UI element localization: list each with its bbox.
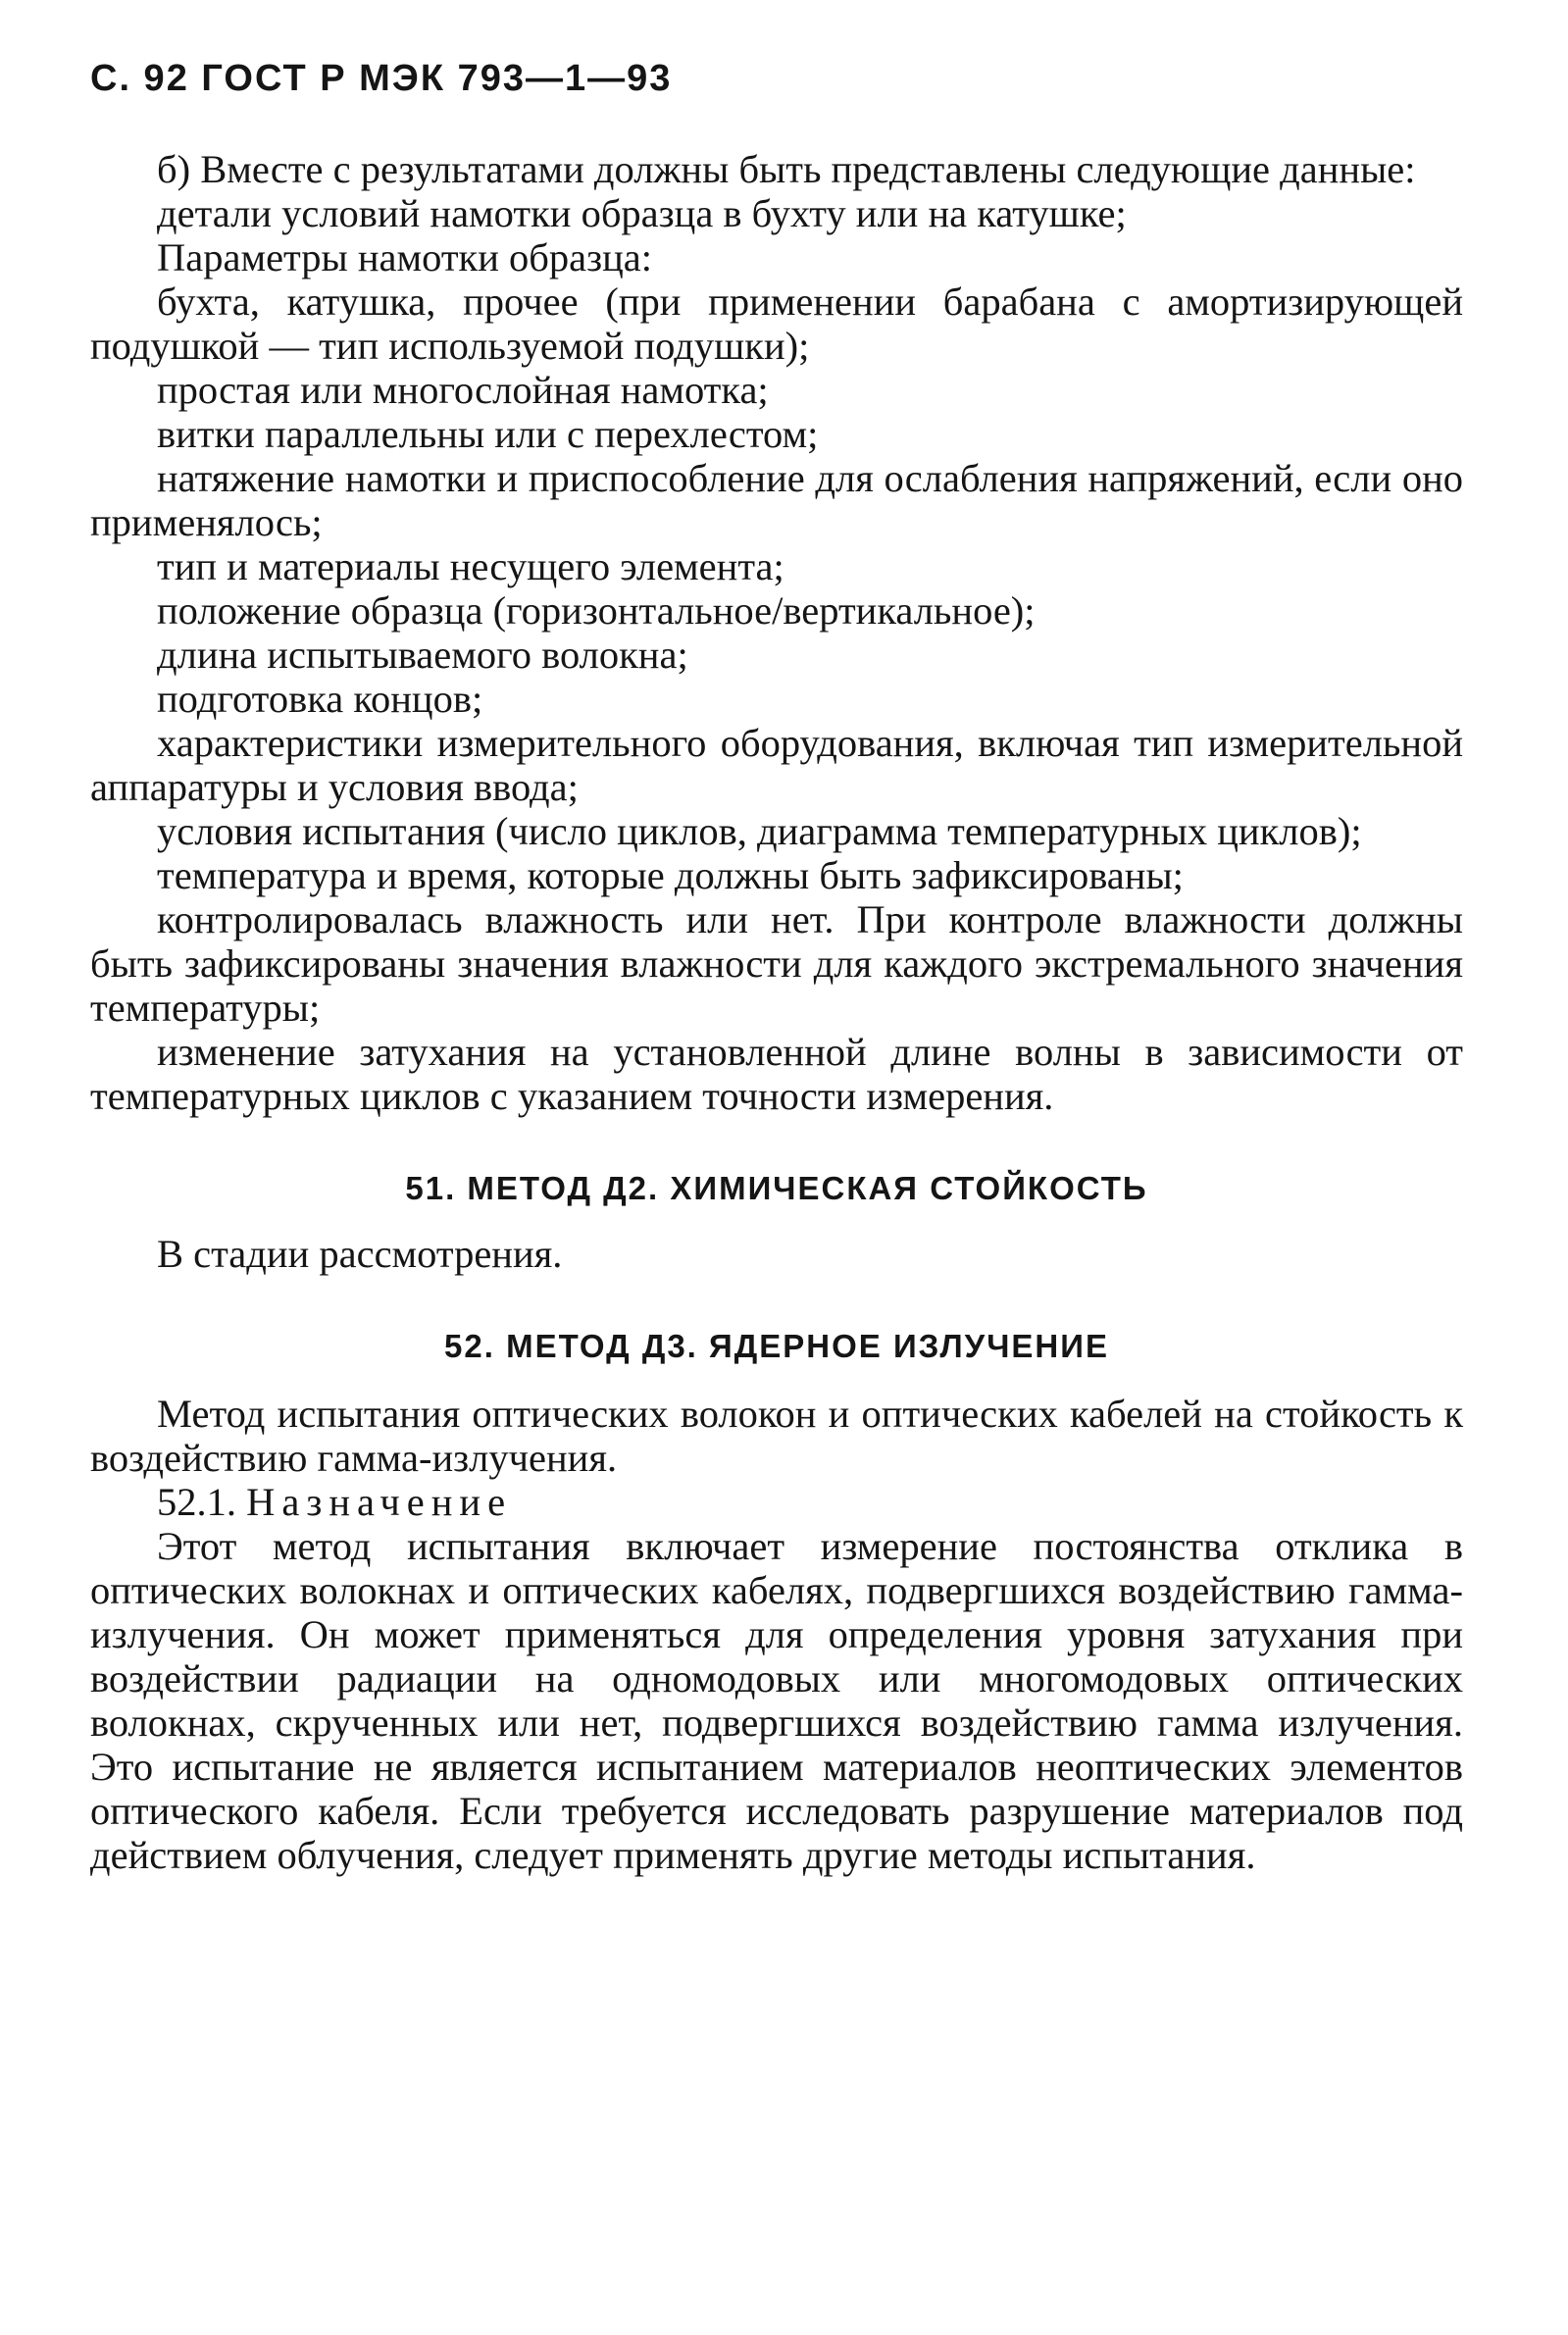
list-item: характеристики измерительного оборудования, включая тип измерительной аппаратуры и условия ввода; [90, 721, 1463, 809]
list-item: температура и время, которые должны быть зафиксированы; [157, 853, 1184, 897]
list-item: детали условий намотки образца в бухту или на катушке; [157, 191, 1127, 235]
list-item: длина испытываемого волокна; [157, 633, 688, 677]
list-item: контролировалась влажность или нет. При контроле влажности должны быть зафиксированы значения влажности для каждого экстремального значения температуры; [90, 897, 1463, 1030]
list-item: условия испытания (число циклов, диаграмма температурных циклов); [157, 809, 1362, 853]
list-item: изменение затухания на установленной длине волны в зависимости от температурных циклов с указанием точности измерения. [90, 1030, 1463, 1118]
list-item: витки параллельны или с перехлестом; [157, 412, 819, 456]
subsection-52-1-heading [90, 1480, 1463, 1524]
subsection-number: 52.1. [157, 1480, 236, 1524]
list-item: положение образца (горизонтальное/вертикальное); [157, 588, 1036, 633]
document-page [90, 57, 1463, 1877]
section-51-heading: 51. МЕТОД Д2. ХИМИЧЕСКАЯ СТОЙКОСТЬ [405, 1170, 1148, 1206]
running-head: С. 92 ГОСТ Р МЭК 793—1—93 [90, 58, 673, 99]
subsection-title: Назначение [246, 1480, 513, 1524]
section-51-text: В стадии рассмотрения. [157, 1232, 563, 1276]
list-item: тип и материалы несущего элемента; [157, 544, 784, 588]
section-52-lead: Метод испытания оптических волокон и оптических кабелей на стойкость к воздействию гамма-излучения. [90, 1392, 1463, 1480]
list-item: Параметры намотки образца: [157, 235, 652, 279]
list-item: натяжение намотки и приспособление для ослабления напряжений, если оно применялось; [90, 456, 1463, 544]
list-item: простая или многослойная намотка; [157, 368, 769, 412]
section-52-heading: 52. МЕТОД Д3. ЯДЕРНОЕ ИЗЛУЧЕНИЕ [444, 1328, 1109, 1364]
results-intro: б) Вместе с результатами должны быть представлены следующие данные: [157, 147, 1416, 191]
purpose-text: Этот метод испытания включает измерение постоянства отклика в оптических волокнах и оптических кабелях, подвергшихся воздействию гамма-излучения. Он может применяться для определения уровня затухания при воздействии радиации на одномодовых или многомодовых оптических волокнах, скрученных или нет, подвергшихся воздействию гамма излучения. Это испытание не является испытанием материалов неоптических элементов оптического кабеля. Если требуется исследовать разрушение материалов под действием облучения, следует применять другие методы испытания. [90, 1524, 1463, 1877]
list-item: бухта, катушка, прочее (при применении барабана с амортизирующей подушкой — тип используемой подушки); [90, 279, 1463, 368]
list-item: подготовка концов; [157, 677, 483, 721]
